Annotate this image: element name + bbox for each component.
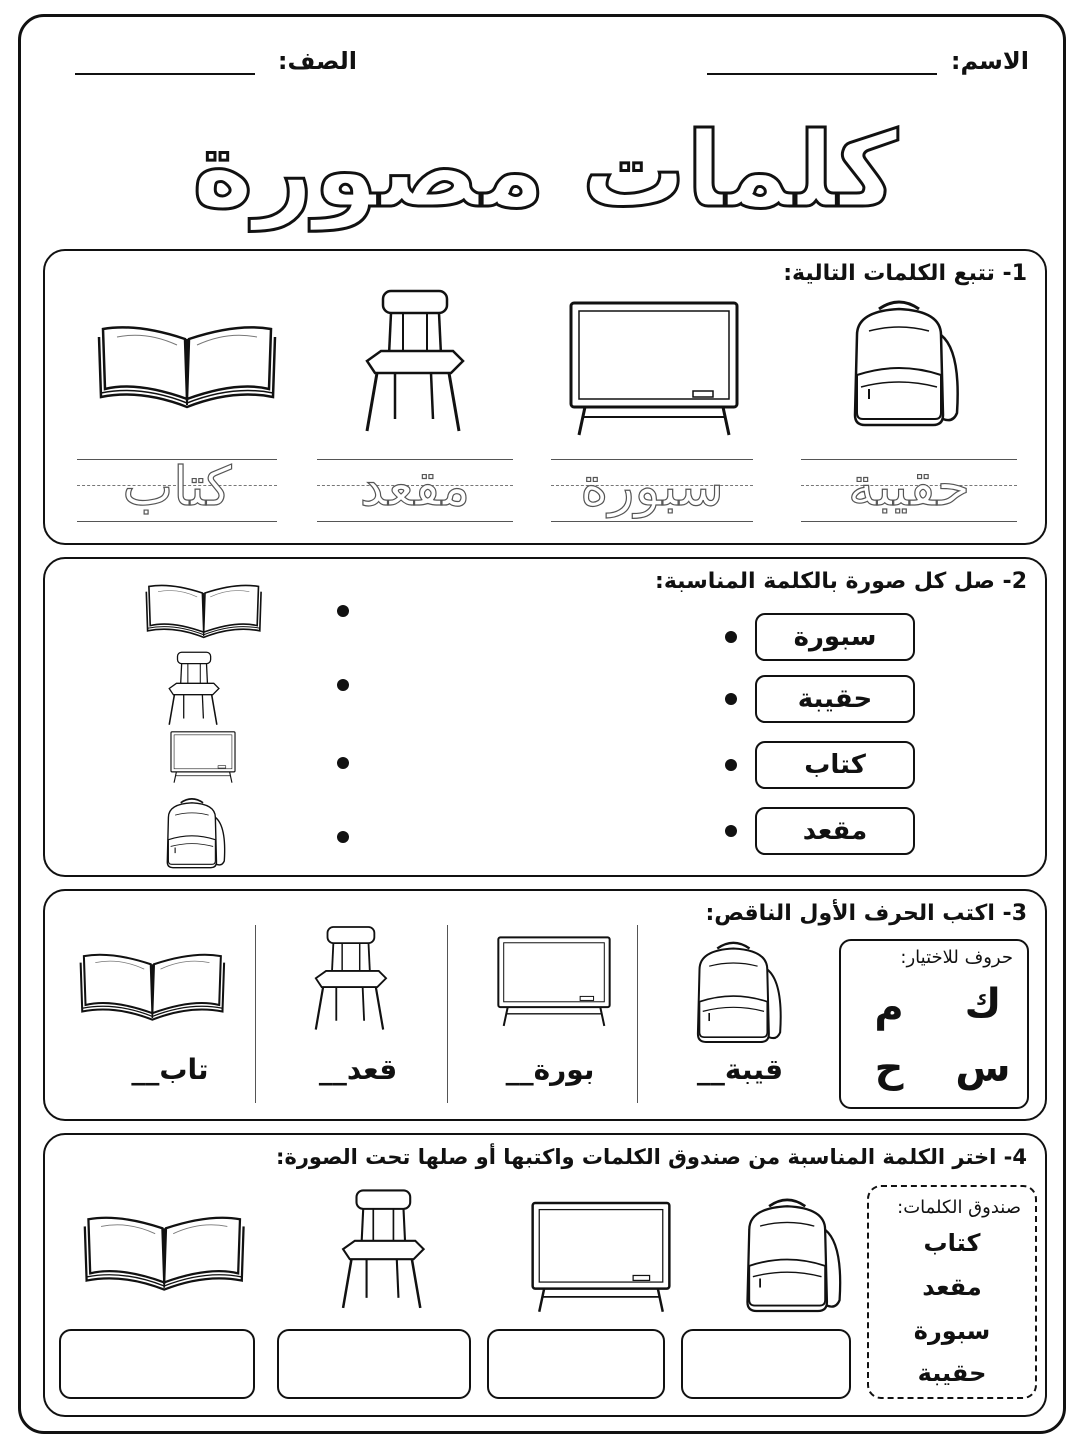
match-dot-right-2[interactable] bbox=[725, 693, 737, 705]
match-word-3: كتاب bbox=[755, 741, 915, 789]
answer-box-2[interactable] bbox=[487, 1329, 665, 1399]
match-dot-right-1[interactable] bbox=[725, 631, 737, 643]
missing-word-1[interactable]: قيبة__ bbox=[696, 1053, 784, 1086]
worksheet-page bbox=[18, 14, 1066, 1434]
book-icon bbox=[83, 1199, 249, 1299]
book-icon bbox=[145, 571, 265, 645]
backpack-icon bbox=[685, 937, 785, 1047]
word-bank bbox=[867, 1185, 1037, 1399]
missing-word-3[interactable]: قعد__ bbox=[318, 1053, 398, 1086]
section4-title: 4- اختر الكلمة المناسبة من صندوق الكلمات واكتبها أو صلها تحت الصورة: bbox=[276, 1145, 1027, 1169]
letter-option-2: م bbox=[874, 985, 904, 1031]
column-divider bbox=[447, 925, 448, 1103]
trace-word-4[interactable]: كتاب bbox=[77, 459, 277, 523]
book-icon bbox=[97, 307, 281, 417]
class-field[interactable] bbox=[75, 73, 255, 75]
match-dot-right-4[interactable] bbox=[725, 825, 737, 837]
name-field[interactable] bbox=[707, 73, 937, 75]
trace-word-3[interactable]: مقعد bbox=[317, 459, 513, 523]
match-word-4: مقعد bbox=[755, 807, 915, 855]
section3-title: 3- اكتب الحرف الأول الناقص: bbox=[705, 901, 1027, 926]
letter-option-3: س bbox=[955, 1045, 1011, 1091]
missing-word-4[interactable]: تاب__ bbox=[131, 1053, 209, 1086]
chair-icon bbox=[333, 1187, 427, 1313]
match-word-2: حقيبة bbox=[755, 675, 915, 723]
chair-icon bbox=[163, 647, 221, 731]
chair-icon bbox=[307, 921, 389, 1037]
column-divider bbox=[637, 925, 638, 1103]
section-match bbox=[43, 557, 1047, 877]
letters-title: حروف للاختيار: bbox=[900, 947, 1013, 968]
answer-box-1[interactable] bbox=[681, 1329, 851, 1399]
letter-option-4: ح bbox=[874, 1045, 904, 1091]
column-divider bbox=[255, 925, 256, 1103]
letters-box bbox=[839, 939, 1029, 1109]
answer-box-3[interactable] bbox=[277, 1329, 471, 1399]
backpack-icon bbox=[733, 1191, 845, 1319]
section1-title: 1- تتبع الكلمات التالية: bbox=[783, 261, 1027, 286]
missing-word-2[interactable]: بورة__ bbox=[505, 1053, 595, 1086]
bank-word-4: حقيبة bbox=[917, 1359, 987, 1387]
section2-title: 2- صل كل صورة بالكلمة المناسبة: bbox=[655, 569, 1027, 594]
section-trace bbox=[43, 249, 1047, 545]
class-label: الصف: bbox=[277, 47, 357, 75]
blackboard-icon bbox=[569, 301, 739, 441]
backpack-icon bbox=[839, 295, 963, 431]
bank-word-1: كتاب bbox=[923, 1229, 981, 1257]
book-icon bbox=[79, 937, 229, 1029]
match-dot-left-4[interactable] bbox=[337, 831, 349, 843]
page-title: كلمات مصورة bbox=[192, 109, 898, 231]
section-missing-letter bbox=[43, 889, 1047, 1121]
match-dot-left-1[interactable] bbox=[337, 605, 349, 617]
answer-box-4[interactable] bbox=[59, 1329, 255, 1399]
trace-word-2[interactable]: سبورة bbox=[551, 459, 753, 523]
section-word-bank bbox=[43, 1133, 1047, 1417]
blackboard-icon bbox=[531, 1201, 671, 1317]
match-word-1: سبورة bbox=[755, 613, 915, 661]
letter-option-1: ك bbox=[964, 981, 1002, 1027]
match-dot-right-3[interactable] bbox=[725, 759, 737, 771]
chair-icon bbox=[355, 289, 467, 435]
name-label: الاسم: bbox=[950, 47, 1029, 75]
bank-word-2: مقعد bbox=[922, 1273, 982, 1301]
match-dot-left-2[interactable] bbox=[337, 679, 349, 691]
blackboard-icon bbox=[497, 935, 611, 1031]
match-dot-left-3[interactable] bbox=[337, 757, 349, 769]
bank-word-3: سبورة bbox=[913, 1317, 991, 1345]
blackboard-icon bbox=[149, 731, 257, 785]
word-bank-title: صندوق الكلمات: bbox=[897, 1197, 1021, 1218]
backpack-icon bbox=[155, 795, 231, 871]
trace-word-1[interactable]: حقيبة bbox=[801, 459, 1017, 523]
